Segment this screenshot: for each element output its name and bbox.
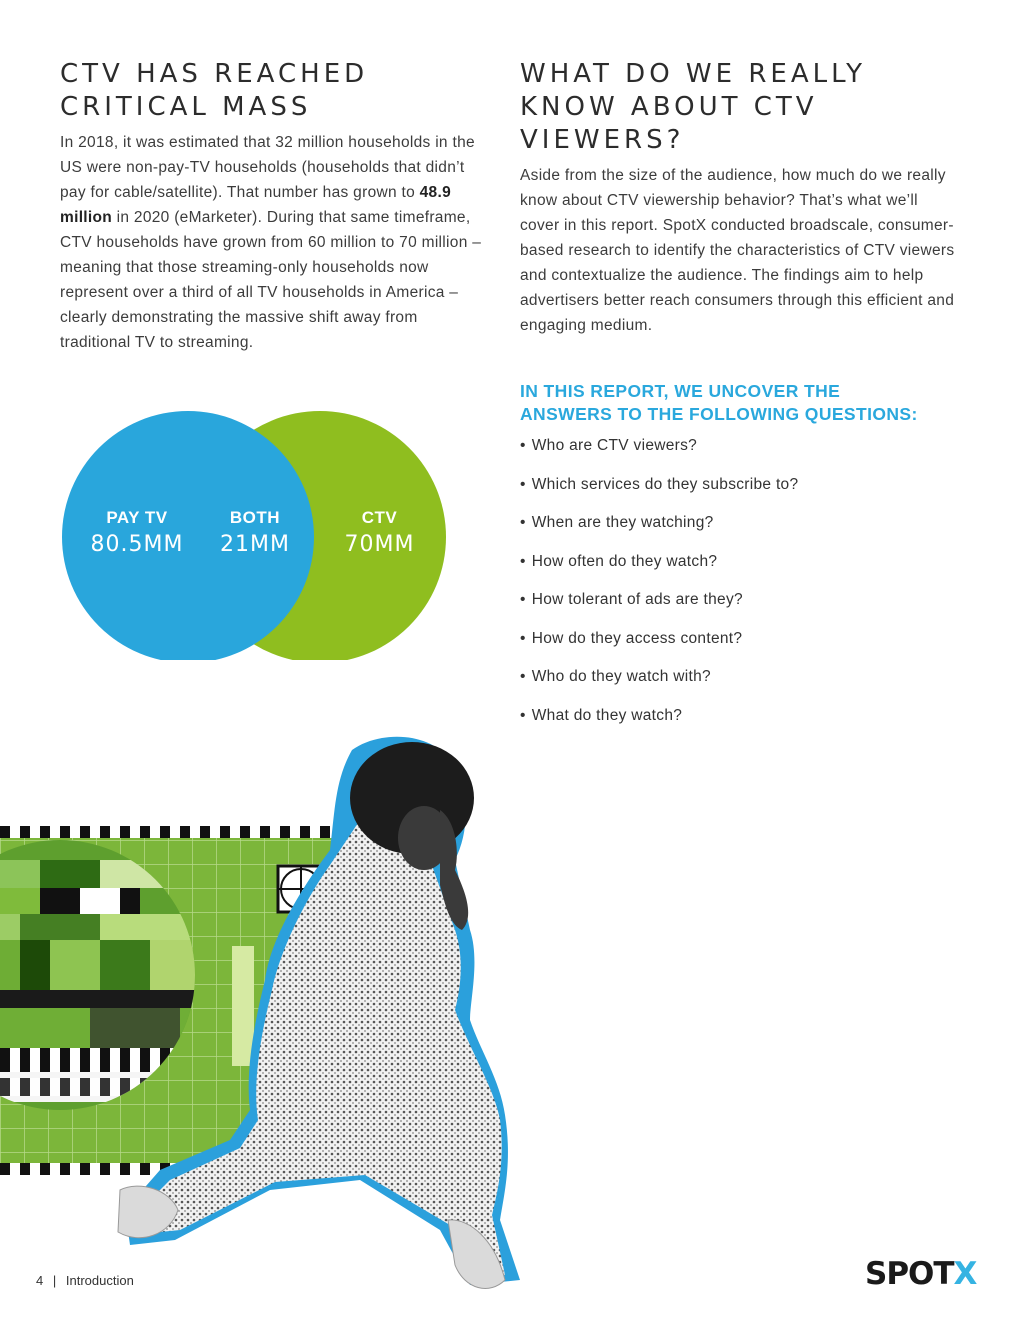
list-item: • Which services do they subscribe to? — [520, 475, 799, 493]
list-item: • Who are CTV viewers? — [520, 437, 698, 454]
list-item: • Who do they watch with? — [520, 668, 711, 685]
list-item: • How often do they watch? — [520, 552, 718, 570]
pay-tv-label — [82, 508, 192, 557]
list-item: • When are they watching? — [520, 514, 714, 531]
questions-list — [520, 436, 960, 726]
test-pattern-and-figure — [0, 720, 560, 1300]
ctv-label — [332, 508, 427, 557]
venn-diagram — [62, 410, 452, 660]
both-name: BOTH — [229, 508, 281, 527]
ctv-value: 70MM — [344, 532, 415, 557]
right-heading-line-3: VIEWERS? — [520, 125, 685, 155]
questions-subhead — [520, 380, 960, 426]
right-column — [520, 58, 960, 744]
ctv-name: CTV — [361, 508, 398, 527]
right-paragraph: Aside from the size of the audience, how much do we really know about CTV viewership behavior? That’s what we’ll cover in this report. SpotX conducted broadscale, consumer-based research to identify the characteristics of CTV viewers and contextualize the audience. The findings aim to help advertisers better reach consumers through this efficient and engaging medium. — [520, 167, 955, 334]
right-heading-line-2: KNOW ABOUT CTV — [520, 92, 818, 122]
left-paragraph-highlight: 48.9 million — [60, 184, 452, 226]
pay-tv-name: PAY TV — [106, 508, 168, 527]
right-heading-line-1: WHAT DO WE REALLY — [520, 59, 867, 89]
questions-subhead-line-2: ANSWERS TO THE FOLLOWING QUESTIONS: — [520, 404, 918, 424]
left-paragraph-part-2: in 2020 (eMarketer). During that same timeframe, CTV households have grown from 60 million to 70 million – meaning that those streaming-only households now represent over a third of all TV households in America – clearly demonstrating the massive shift away from traditional TV to streaming. — [60, 209, 482, 351]
pay-tv-value: 80.5MM — [90, 532, 184, 557]
list-item: • What do they watch? — [520, 706, 683, 724]
logo-main-text: SPOT — [865, 1256, 954, 1292]
list-item: • How tolerant of ads are they? — [520, 591, 743, 608]
hero-illustration — [0, 720, 560, 1300]
left-column — [60, 58, 490, 355]
section-name: Introduction — [65, 1273, 134, 1288]
list-item: • How do they access content? — [520, 629, 743, 647]
page-number: 4 — [36, 1273, 44, 1288]
logo-accent-text: X — [953, 1256, 977, 1292]
left-heading-line-2: CRITICAL MASS — [60, 92, 312, 122]
both-value: 21MM — [220, 532, 290, 557]
both-label — [210, 508, 300, 557]
left-paragraph — [60, 130, 490, 355]
footer-separator: | — [52, 1273, 57, 1288]
left-heading — [60, 58, 490, 124]
left-paragraph-part-1: In 2018, it was estimated that 32 million households in the US were non-pay-TV households (households that didn’t pay for cable/satellite). That number has grown to — [60, 134, 475, 201]
page-footer — [36, 1273, 134, 1288]
questions-subhead-line-1: IN THIS REPORT, WE UNCOVER THE — [520, 381, 841, 401]
spotx-logo — [865, 1256, 976, 1292]
right-heading — [520, 58, 960, 157]
left-heading-line-1: CTV HAS REACHED — [60, 59, 369, 89]
